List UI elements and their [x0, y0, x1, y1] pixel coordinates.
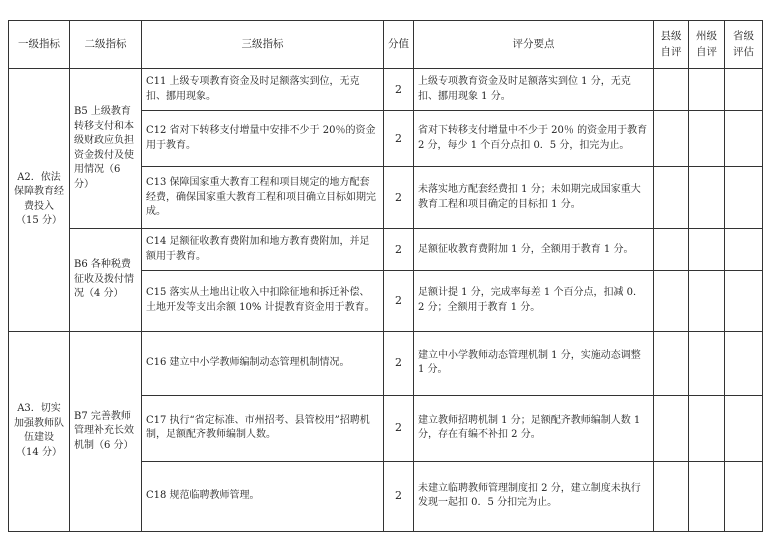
county-eval-cell[interactable]: [654, 461, 689, 531]
header-city-self-eval: 州级自评: [689, 21, 725, 69]
score-cell: 2: [384, 395, 414, 461]
city-eval-cell[interactable]: [689, 331, 725, 395]
table-row: [9, 69, 763, 111]
county-eval-cell[interactable]: [654, 111, 689, 167]
city-eval-cell[interactable]: [689, 395, 725, 461]
level3-cell: C13 保障国家重大教育工程和项目规定的地方配套经费，确保国家重大教育工程和项目确立目标如期完成。: [142, 167, 384, 229]
criteria-cell: 建立中小学教师动态管理机制 1 分，实施动态调整 1 分。: [414, 331, 654, 395]
level3-cell: C11 上级专项教育资金及时足额落实到位，无克扣、挪用现象。: [142, 69, 384, 111]
level3-cell: C17 执行“省定标准、市州招考、县管校用”招聘机制，足额配齐教师编制人数。: [142, 395, 384, 461]
province-eval-cell[interactable]: [725, 167, 763, 229]
criteria-cell: 未落实地方配套经费扣 1 分；未如期完成国家重大教育工程和项目确定的目标扣 1 分。: [414, 167, 654, 229]
province-eval-cell[interactable]: [725, 229, 763, 271]
county-eval-cell[interactable]: [654, 229, 689, 271]
county-eval-cell[interactable]: [654, 167, 689, 229]
header-county-self-eval: 县级自评: [654, 21, 689, 69]
province-eval-cell[interactable]: [725, 461, 763, 531]
county-eval-cell[interactable]: [654, 395, 689, 461]
score-cell: 2: [384, 167, 414, 229]
criteria-cell: 未建立临聘教师管理制度扣 2 分，建立制度未执行发现一起扣 0．5 分扣完为止。: [414, 461, 654, 531]
header-level1: 一级指标: [9, 21, 70, 69]
criteria-cell: 建立教师招聘机制 1 分；足额配齐教师编制人数 1 分，存在有编不补扣 2 分。: [414, 395, 654, 461]
header-level2: 二级指标: [70, 21, 142, 69]
score-cell: 2: [384, 461, 414, 531]
city-eval-cell[interactable]: [689, 461, 725, 531]
city-eval-cell[interactable]: [689, 271, 725, 331]
level1-cell: A3．切实加强教师队伍建设（14 分）: [9, 331, 70, 531]
county-eval-cell[interactable]: [654, 271, 689, 331]
city-eval-cell[interactable]: [689, 111, 725, 167]
level3-cell: C18 规范临聘教师管理。: [142, 461, 384, 531]
province-eval-cell[interactable]: [725, 69, 763, 111]
score-cell: 2: [384, 271, 414, 331]
city-eval-cell[interactable]: [689, 229, 725, 271]
level3-cell: C16 建立中小学教师编制动态管理机制情况。: [142, 331, 384, 395]
criteria-cell: 足额征收教育费附加 1 分，全额用于教育 1 分。: [414, 229, 654, 271]
table-row: [9, 229, 763, 271]
level2-cell: B6 各种税费征收及拨付情况（4 分）: [70, 229, 142, 331]
table-row: [9, 331, 763, 395]
score-cell: 2: [384, 69, 414, 111]
evaluation-table: [8, 20, 763, 532]
header-level3: 三级指标: [142, 21, 384, 69]
city-eval-cell[interactable]: [689, 167, 725, 229]
header-row: [9, 21, 763, 69]
city-eval-cell[interactable]: [689, 69, 725, 111]
header-province-eval: 省级评估: [725, 21, 763, 69]
score-cell: 2: [384, 331, 414, 395]
level3-cell: C12 省对下转移支付增量中安排不少于 20％的资金用于教育。: [142, 111, 384, 167]
province-eval-cell[interactable]: [725, 111, 763, 167]
criteria-cell: 省对下转移支付增量中不少于 20％ 的资金用于教育 2 分，每少 1 个百分点扣 0．5 分，扣完为止。: [414, 111, 654, 167]
level3-cell: C15 落实从土地出让收入中扣除征地和拆迁补偿、土地开发等支出余额 10% 计提教育资金用于教育。: [142, 271, 384, 331]
header-score: 分值: [384, 21, 414, 69]
county-eval-cell[interactable]: [654, 331, 689, 395]
header-criteria: 评分要点: [414, 21, 654, 69]
level1-cell: A2．依法保障教育经费投入（15 分）: [9, 69, 70, 332]
level2-cell: B5 上级教育转移支付和本级财政应负担资金拨付及使用情况（6 分）: [70, 69, 142, 229]
province-eval-cell[interactable]: [725, 331, 763, 395]
score-cell: 2: [384, 229, 414, 271]
criteria-cell: 足额计提 1 分，完成率每差 1 个百分点，扣减 0．2 分；全额用于教育 1 分。: [414, 271, 654, 331]
level3-cell: C14 足额征收教育费附加和地方教育费附加，并足额用于教育。: [142, 229, 384, 271]
score-cell: 2: [384, 111, 414, 167]
county-eval-cell[interactable]: [654, 69, 689, 111]
province-eval-cell[interactable]: [725, 395, 763, 461]
province-eval-cell[interactable]: [725, 271, 763, 331]
criteria-cell: 上级专项教育资金及时足额落实到位 1 分，无克扣、挪用现象 1 分。: [414, 69, 654, 111]
level2-cell: B7 完善教师管理补充长效机制（6 分）: [70, 331, 142, 531]
